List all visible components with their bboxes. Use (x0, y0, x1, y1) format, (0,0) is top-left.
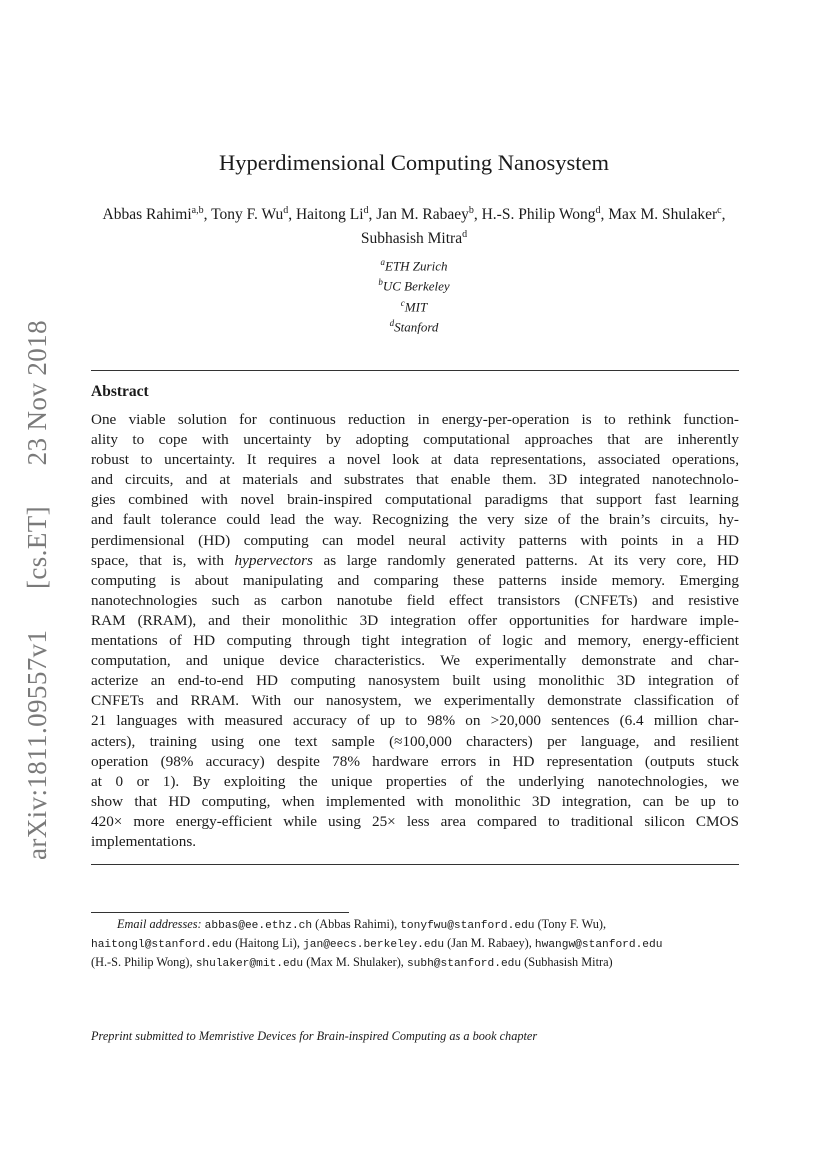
email-owner: (Abbas Rahimi), (315, 917, 398, 931)
arxiv-date: 23 Nov 2018 (22, 320, 52, 466)
abstract-top-rule (91, 370, 739, 371)
abstract-line: 420× more energy-efficient while using 25× less area compared to traditional silicon CMOS (91, 812, 739, 830)
abstract-line: and circuits, and at materials and substrates that enable them. 3D integrated nanotechnolo- (91, 471, 739, 489)
abstract-line: acters), training using one text sample (≈100,000 characters) per language, and resilient (91, 732, 739, 750)
paper-title: Hyperdimensional Computing Nanosystem (219, 150, 609, 175)
affiliation: $^a$ETH Zurich (380, 257, 448, 274)
author: Jan M. Rabaey$^b$ (376, 205, 474, 224)
arxiv-category: [cs.ET] (22, 505, 52, 589)
abstract-line: computing is about manipulating and comparing these patterns inside memory. Emerging (91, 571, 739, 589)
author: Subhasish Mitra$^d$ (360, 229, 468, 248)
abstract-line: and fault tolerance could lead the way. Recognizing the very size of the brain’s circuits, hy- (91, 511, 739, 529)
abstract-line: mentations of HD computing through tight integration of logic and memory, energy-efficient (91, 632, 739, 650)
email-owner: (H.-S. Philip Wong), (91, 955, 193, 969)
abstract-heading: Abstract (91, 383, 149, 400)
email-address: hwangw@stanford.edu (534, 939, 663, 951)
abstract-line: acterize an end-to-end HD computing nanosystem built using monolithic 3D integration of (91, 672, 739, 690)
abstract-line: ality to cope with uncertainty by adopting computational approaches that are inherently (91, 431, 739, 449)
email-owner: (Jan M. Rabaey), (447, 936, 532, 950)
email-address: abbas@ee.ethz.ch (204, 920, 313, 932)
abstract-line: operation (98% accuracy) despite 78% hardware errors in HD representation (outputs stuck (91, 752, 739, 770)
abstract-line: perdimensional (HD) computing can model neural activity patterns with points in a HD (91, 531, 739, 549)
affiliation: $^d$Stanford (389, 317, 439, 335)
email-footnote (91, 916, 741, 973)
email-owner: (Haitong Li), (235, 936, 300, 950)
email-address: subh@stanford.edu (406, 958, 522, 970)
affiliation: $^b$UC Berkeley (378, 277, 450, 294)
abstract-line: 21 languages with measured accuracy of up to 98% on >20,000 sentences (6.4 million char- (91, 712, 739, 730)
author: H.-S. Philip Wong$^d$ (481, 205, 601, 224)
footnote-label: Email addresses: (117, 917, 202, 931)
abstract-line: gies combined with novel brain-inspired computational paradigms that support fast learning (91, 491, 739, 509)
abstract-line: computation, and unique device characteristics. We experimentally demonstrate and char- (91, 652, 739, 670)
abstract-line: CNFETs and RRAM. With our nanosystem, we experimentally demonstrate classification of (91, 692, 739, 710)
email-owner: (Max M. Shulaker), (306, 955, 404, 969)
affiliation-list (0, 254, 828, 335)
affiliation: $^c$MIT (400, 297, 428, 314)
footnote-rule (91, 912, 349, 913)
abstract-line: RAM (RRAM), and their monolithic 3D integration offer opportunities for hardware imple- (91, 611, 739, 629)
preprint-note: Preprint submitted to Memristive Devices for Brain-inspired Computing as a book chapter (91, 1029, 538, 1043)
abstract-line: at 0 or 1). By exploiting the unique properties of the underlying nanotechnologies, we (91, 772, 739, 790)
abstract-line: implementations. (91, 832, 197, 850)
abstract-line: One viable solution for continuous reduction in energy-per-operation is to rethink function- (91, 411, 739, 428)
abstract-line: space, that is, with hypervectors as large randomly generated patterns. At its very core, HD (91, 551, 739, 569)
abstract-line: nanotechnologies such as carbon nanotube field effect transistors (CNFETs) and resistive (91, 591, 739, 609)
author: Tony F. Wu$^d$ (211, 205, 289, 224)
email-address: haitongl@stanford.edu (91, 939, 232, 951)
abstract-line: show that HD computing, when implemented with monolithic 3D integration, can be up to (91, 792, 739, 810)
author-list: Abbas Rahimi$^{a,b}$, Tony F. Wu$^d$, Haitong Li$^d$, Jan M. Rabaey$^b$, H.-S. Philip Wong$^d$, Max M. Shulaker$^c$, Subhasish Mitra$^d$ (102, 205, 726, 248)
email-owner: (Subhasish Mitra) (524, 955, 613, 969)
author: Haitong Li$^d$ (295, 205, 369, 224)
email-owner: (Tony F. Wu), (537, 917, 607, 931)
email-address: shulaker@mit.edu (195, 958, 304, 970)
abstract-body (91, 410, 739, 852)
arxiv-side-stamp (22, 320, 53, 860)
email-address: jan@eecs.berkeley.edu (303, 939, 445, 951)
author: Abbas Rahimi$^{a,b}$ (102, 205, 204, 224)
abstract-bottom-rule (91, 864, 739, 865)
arxiv-id: arXiv:1811.09557v1 (22, 629, 52, 860)
email-address: tonyfwu@stanford.edu (400, 920, 535, 932)
abstract-line: robust to uncertainty. It requires a novel look at data representations, associated operations, (91, 451, 739, 469)
author: Max M. Shulaker$^c$ (608, 205, 722, 224)
